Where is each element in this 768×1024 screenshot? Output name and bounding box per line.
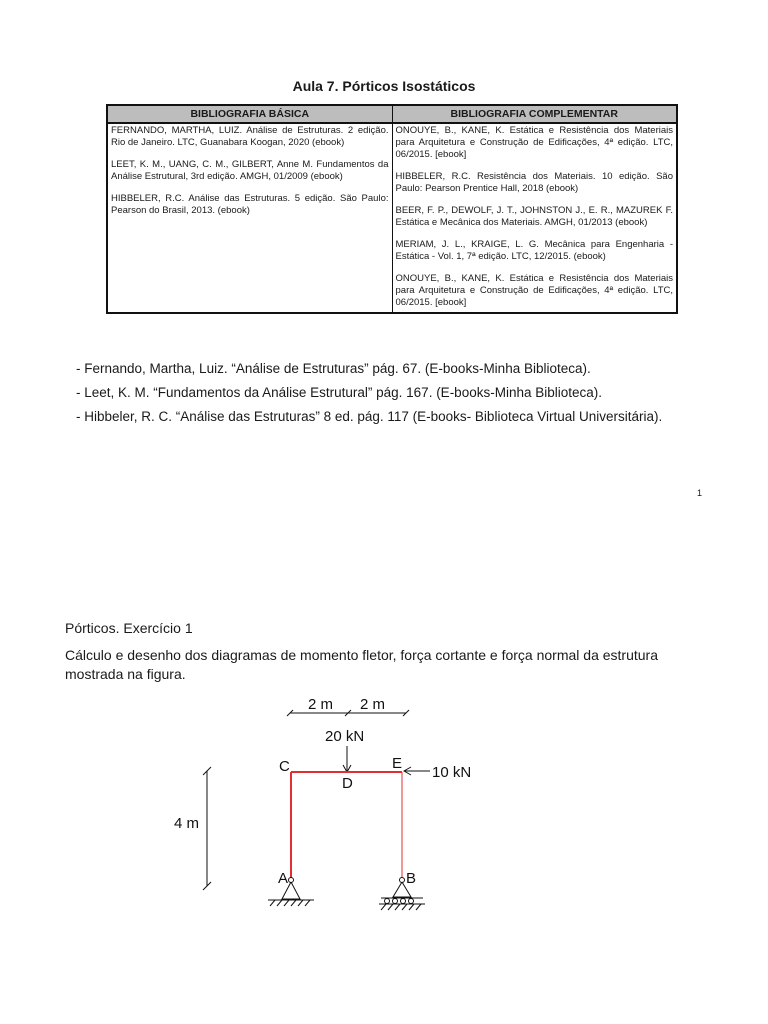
- roller-support-b: [379, 878, 425, 911]
- complementary-bibliography-header: BIBLIOGRAFIA COMPLEMENTAR: [392, 105, 677, 123]
- complementary-bibliography-cell: [392, 123, 677, 313]
- basic-entry: FERNANDO, MARTHA, LUIZ. Análise de Estruturas. 2 edição. Rio de Janeiro. LTC, Guanabara Koogan, 2020 (ebook): [111, 125, 389, 148]
- horizontal-load-label: 10 kN: [432, 764, 472, 781]
- reference-list: [76, 360, 662, 432]
- bibliography-table: [106, 104, 678, 314]
- node-c-label: C: [279, 758, 290, 775]
- complementary-entry: HIBBELER, R.C. Resistência dos Materiais. 10 edição. São Paulo: Pearson Prentice Hall, 2018 (ebook): [395, 171, 673, 194]
- frame-structure-figure: [160, 690, 520, 930]
- node-b-label: B: [406, 870, 417, 887]
- basic-bibliography-header: BIBLIOGRAFIA BÁSICA: [107, 105, 392, 123]
- left-span-label: 2 m: [308, 696, 334, 713]
- complementary-entry: ONOUYE, B., KANE, K. Estática e Resistência dos Materiais para Arquitetura e Construção de Edificações, 4ª edição. LTC, 06/2015. [ebook]: [395, 273, 673, 308]
- reference-item: - Leet, K. M. “Fundamentos da Análise Estrutural” pág. 167. (E-books-Minha Biblioteca).: [76, 385, 603, 400]
- height-label: 4 m: [174, 815, 200, 832]
- node-d-label: D: [342, 775, 353, 792]
- pinned-support-a: [268, 878, 314, 907]
- span-dimension-line: [287, 710, 409, 716]
- exercise-description: Cálculo e desenho dos diagramas de momento fletor, força cortante e força normal da estrutura mostrada na figura.: [65, 647, 658, 682]
- basic-entry: LEET, K. M., UANG, C. M., GILBERT, Anne M. Fundamentos da Análise Estrutural, 3rd edição. AMGH, 01/2009 (ebook): [111, 159, 389, 182]
- complementary-entry: ONOUYE, B., KANE, K. Estática e Resistência dos Materiais para Arquitetura e Construção de Edificações, 4ª edição. LTC, 06/2015. [ebook]: [395, 125, 673, 160]
- complementary-entry: MERIAM, J. L., KRAIGE, L. G. Mecânica para Engenharia - Estática - Vol. 1, 7ª edição. LTC, 12/2015. (ebook): [395, 239, 673, 262]
- page-title: Aula 7. Pórticos Isostáticos: [292, 78, 476, 94]
- height-dimension-line: [203, 767, 211, 890]
- right-span-label: 2 m: [360, 696, 386, 713]
- point-load-label: 20 kN: [325, 728, 365, 745]
- reference-item: - Hibbeler, R. C. “Análise das Estruturas” 8 ed. pág. 117 (E-books- Biblioteca Virtual Universitária).: [76, 409, 663, 424]
- node-a-label: A: [278, 870, 289, 887]
- page-number: 1: [697, 488, 703, 498]
- complementary-entry: BEER, F. P., DEWOLF, J. T., JOHNSTON J., E. R., MAZUREK F. Estática e Mecânica dos Materiais. AMGH, 01/2013 (ebook): [395, 205, 673, 228]
- exercise-title: Pórticos. Exercício 1: [65, 620, 193, 636]
- node-e-label: E: [392, 755, 403, 772]
- horizontal-load-arrow: [404, 767, 430, 775]
- point-load-arrow: [343, 746, 351, 772]
- reference-item: - Fernando, Martha, Luiz. “Análise de Estruturas” pág. 67. (E-books-Minha Biblioteca).: [76, 361, 591, 376]
- basic-bibliography-cell: [107, 123, 392, 313]
- basic-entry: HIBBELER, R.C. Análise das Estruturas. 5 edição. São Paulo: Pearson do Brasil, 2013. (ebook): [111, 193, 389, 216]
